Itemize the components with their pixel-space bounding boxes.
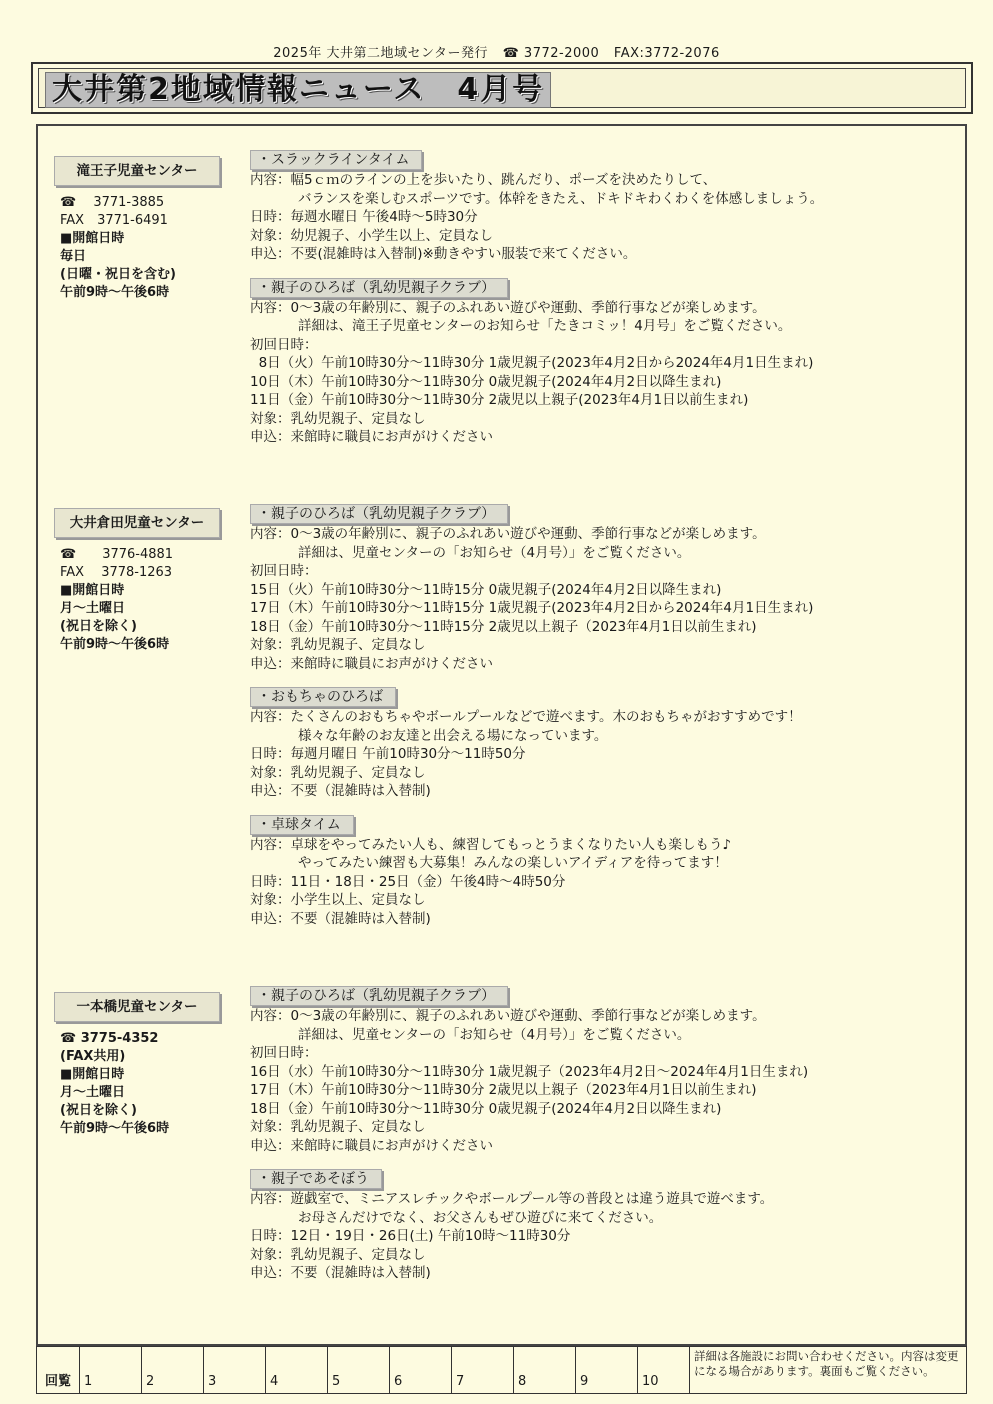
event-line: 16日（水）午前10時30分～11時30分 1歳児親子（2023年4月2日～2024年4月1日生まれ)	[250, 1063, 809, 1080]
event-line: 詳細は、滝王子児童センターのお知らせ「たきコミッ！4月号」をご覧ください。	[298, 318, 792, 334]
event-line: 申込：不要(混雑時は入替制)※動きやすい服装で来てください。	[250, 246, 637, 262]
event-line: 8日（火）午前10時30分～11時30分 1歳児親子(2023年4月2日から2024年4月1日生まれ)	[250, 355, 814, 371]
event-line: 対象：乳幼児親子、定員なし	[250, 410, 426, 427]
event-line: 18日（金）午前10時30分～11時30分 0歳児親子(2024年4月2日以降生まれ)	[250, 1100, 722, 1117]
center-events-ippongi	[250, 986, 950, 1293]
event-title: ・親子のひろば（乳幼児親子クラブ）	[250, 986, 508, 1006]
newsletter-title: 大井第2地域情報ニュース 4月号	[45, 72, 551, 108]
header-phone: ☎ 3772-2000	[502, 46, 600, 61]
event-line: 日時：12日・19日・26日(土) 午前10時～11時30分	[250, 1228, 571, 1244]
center-name: 一本橋児童センター	[54, 992, 220, 1022]
event-oyako-asobou	[250, 1169, 950, 1283]
hours-heading: ■開館日時	[60, 583, 125, 598]
event-title: ・おもちゃのひろば	[250, 687, 396, 707]
event-line: 日時：11日・18日・25日（金）午後4時～4時50分	[250, 873, 566, 890]
circulation-cell-8: 8	[514, 1347, 576, 1393]
event-line: 申込：来館時に職員にお声がけください	[250, 655, 493, 672]
event-title: ・卓球タイム	[250, 815, 354, 835]
open-hours: 午前9時～午後6時	[60, 285, 170, 300]
event-line: 11日（金）午前10時30分～11時30分 2歳児以上親子(2023年4月1日以前生まれ)	[250, 392, 749, 408]
open-hours: 午前9時～午後6時	[60, 637, 170, 652]
contact-note: 詳細は各施設にお問い合わせください。内容は変更になる場合があります。裏面もご覧ください。	[694, 1349, 959, 1378]
center-fax: FAX 3778-1263	[60, 565, 173, 580]
center-phone: ☎ 3771-3885	[60, 195, 165, 210]
center-sidebar-ooikurata	[54, 508, 224, 654]
event-line: 申込：不要（混雑時は入替制)	[250, 783, 431, 799]
event-title: ・スラックラインタイム	[250, 150, 422, 170]
event-line: 申込：不要（混雑時は入替制)	[250, 1265, 431, 1281]
event-line: お母さんだけでなく、お父さんもぜひ遊びに来てください。	[298, 1209, 663, 1226]
event-line: 15日（火）午前10時30分～11時15分 0歳児親子(2024年4月2日以降生まれ)	[250, 581, 722, 598]
issue-header	[0, 42, 993, 61]
event-line: 申込：来館時に職員にお声がけください	[250, 1137, 493, 1154]
circulation-label: 回覧	[37, 1347, 80, 1393]
event-line: 対象：乳幼児親子、定員なし	[250, 764, 426, 781]
event-line: 内容：0～3歳の年齢別に、親子のふれあい遊びや運動、季節行事などが楽しめます。	[250, 1008, 766, 1024]
event-line: 内容：遊戯室で、ミニアスレチックやボールプール等の普段とは違う遊具で遊べます。	[250, 1191, 774, 1207]
circulation-table	[36, 1346, 967, 1394]
publisher-text: 2025年 大井第二地域センター発行	[273, 46, 488, 61]
event-line: 初回日時：	[250, 1045, 318, 1061]
center-phone: ☎ 3775-4352	[60, 1031, 159, 1046]
circulation-cell-5: 5	[328, 1347, 390, 1393]
center-fax: FAX 3771-6491	[60, 213, 168, 228]
event-title: ・親子のひろば（乳幼児親子クラブ）	[250, 504, 508, 524]
center-name: 滝王子児童センター	[54, 156, 220, 186]
event-line: 内容：0～3歳の年齢別に、親子のふれあい遊びや運動、季節行事などが楽しめます。	[250, 526, 766, 542]
center-events-ooikurata	[250, 504, 950, 938]
event-slackline	[250, 150, 950, 264]
event-line: 18日（金）午前10時30分～11時15分 2歳児以上親子（2023年4月1日以前生まれ)	[250, 618, 757, 635]
open-days-note: (祝日を除く)	[60, 619, 137, 634]
open-days: 月～土曜日	[60, 601, 126, 616]
circulation-cell-1: 1	[80, 1347, 142, 1393]
event-title: ・親子のひろば（乳幼児親子クラブ）	[250, 278, 508, 298]
event-line: 内容：0～3歳の年齢別に、親子のふれあい遊びや運動、季節行事などが楽しめます。	[250, 299, 766, 316]
event-title: ・親子であそぼう	[250, 1169, 382, 1189]
event-line: 17日（木）午前10時30分～11時30分 2歳児以上親子（2023年4月1日以前生まれ)	[250, 1082, 757, 1098]
event-line: 申込：不要（混雑時は入替制)	[250, 910, 431, 927]
event-line: バランスを楽しむスポーツです。体幹をきたえ、ドキドキわくわくを体感しましょう。	[298, 190, 824, 207]
event-oyako-hiroba	[250, 986, 950, 1155]
open-days-note: (日曜・祝日を含む)	[60, 267, 176, 282]
event-omocha-hiroba	[250, 687, 950, 801]
center-name: 大井倉田児童センター	[54, 508, 220, 538]
hours-heading: ■開館日時	[60, 231, 125, 246]
circulation-cell-10: 10	[638, 1347, 690, 1393]
circulation-cell-3: 3	[204, 1347, 266, 1393]
circulation-cell-6: 6	[390, 1347, 452, 1393]
center-sidebar-ippongi	[54, 992, 224, 1138]
event-line: やってみたい練習も大募集！みんなの楽しいアイディアを待ってます！	[298, 855, 728, 871]
event-line: 初回日時：	[250, 563, 318, 579]
open-hours: 午前9時～午後6時	[60, 1121, 170, 1136]
event-line: 内容：幅5ｃｍのラインの上を歩いたり、跳んだり、ポーズを決めたりして、	[250, 172, 717, 188]
event-line: 詳細は、児童センターの「お知らせ（4月号）」をご覧ください。	[298, 1026, 691, 1043]
event-line: 日時：毎週水曜日 午後4時～5時30分	[250, 209, 478, 225]
event-line: 17日（木）午前10時30分～11時15分 1歳児親子(2023年4月2日から2024年4月1日生まれ)	[250, 600, 814, 616]
circulation-cell-4: 4	[266, 1347, 328, 1393]
center-phone: ☎ 3776-4881	[60, 547, 174, 562]
open-days: 毎日	[60, 249, 87, 264]
center-fax-note: (FAX共用)	[60, 1049, 126, 1064]
event-takkyu-time	[250, 815, 950, 929]
event-line: 詳細は、児童センターの「お知らせ（4月号）」をご覧ください。	[298, 544, 691, 561]
event-line: 10日（木）午前10時30分～11時30分 0歳児親子(2024年4月2日以降生まれ)	[250, 373, 722, 390]
center-sidebar-takiouji	[54, 156, 224, 302]
circulation-cell-7: 7	[452, 1347, 514, 1393]
event-line: 対象：幼児親子、小学生以上、定員なし	[250, 227, 493, 244]
event-line: 初回日時：	[250, 336, 318, 353]
event-line: 対象：小学生以上、定員なし	[250, 892, 426, 908]
center-events-takiouji	[250, 150, 950, 457]
event-line: 対象：乳幼児親子、定員なし	[250, 1119, 426, 1135]
event-oyako-hiroba	[250, 504, 950, 673]
event-line: 日時：毎週月曜日 午前10時30分～11時50分	[250, 746, 526, 762]
event-line: 内容：卓球をやってみたい人も、練習してもっとうまくなりたい人も楽しもう♪	[250, 836, 732, 853]
event-line: 対象：乳幼児親子、定員なし	[250, 637, 426, 653]
title-banner	[31, 62, 973, 114]
circulation-cell-9: 9	[576, 1347, 638, 1393]
event-line: 対象：乳幼児親子、定員なし	[250, 1246, 426, 1263]
hours-heading: ■開館日時	[60, 1067, 125, 1082]
open-days: 月～土曜日	[60, 1085, 126, 1100]
event-line: 様々な年齢のお友達と出会える場になっています。	[298, 727, 608, 744]
header-fax: FAX:3772-2076	[613, 46, 720, 61]
circulation-cell-2: 2	[142, 1347, 204, 1393]
open-days-note: (祝日を除く)	[60, 1103, 137, 1118]
event-line: 申込：来館時に職員にお声がけください	[250, 429, 493, 445]
event-line: 内容：たくさんのおもちゃやボールプールなどで遊べます。木のおもちゃがおすすめです！	[250, 709, 802, 725]
event-oyako-hiroba	[250, 278, 950, 447]
